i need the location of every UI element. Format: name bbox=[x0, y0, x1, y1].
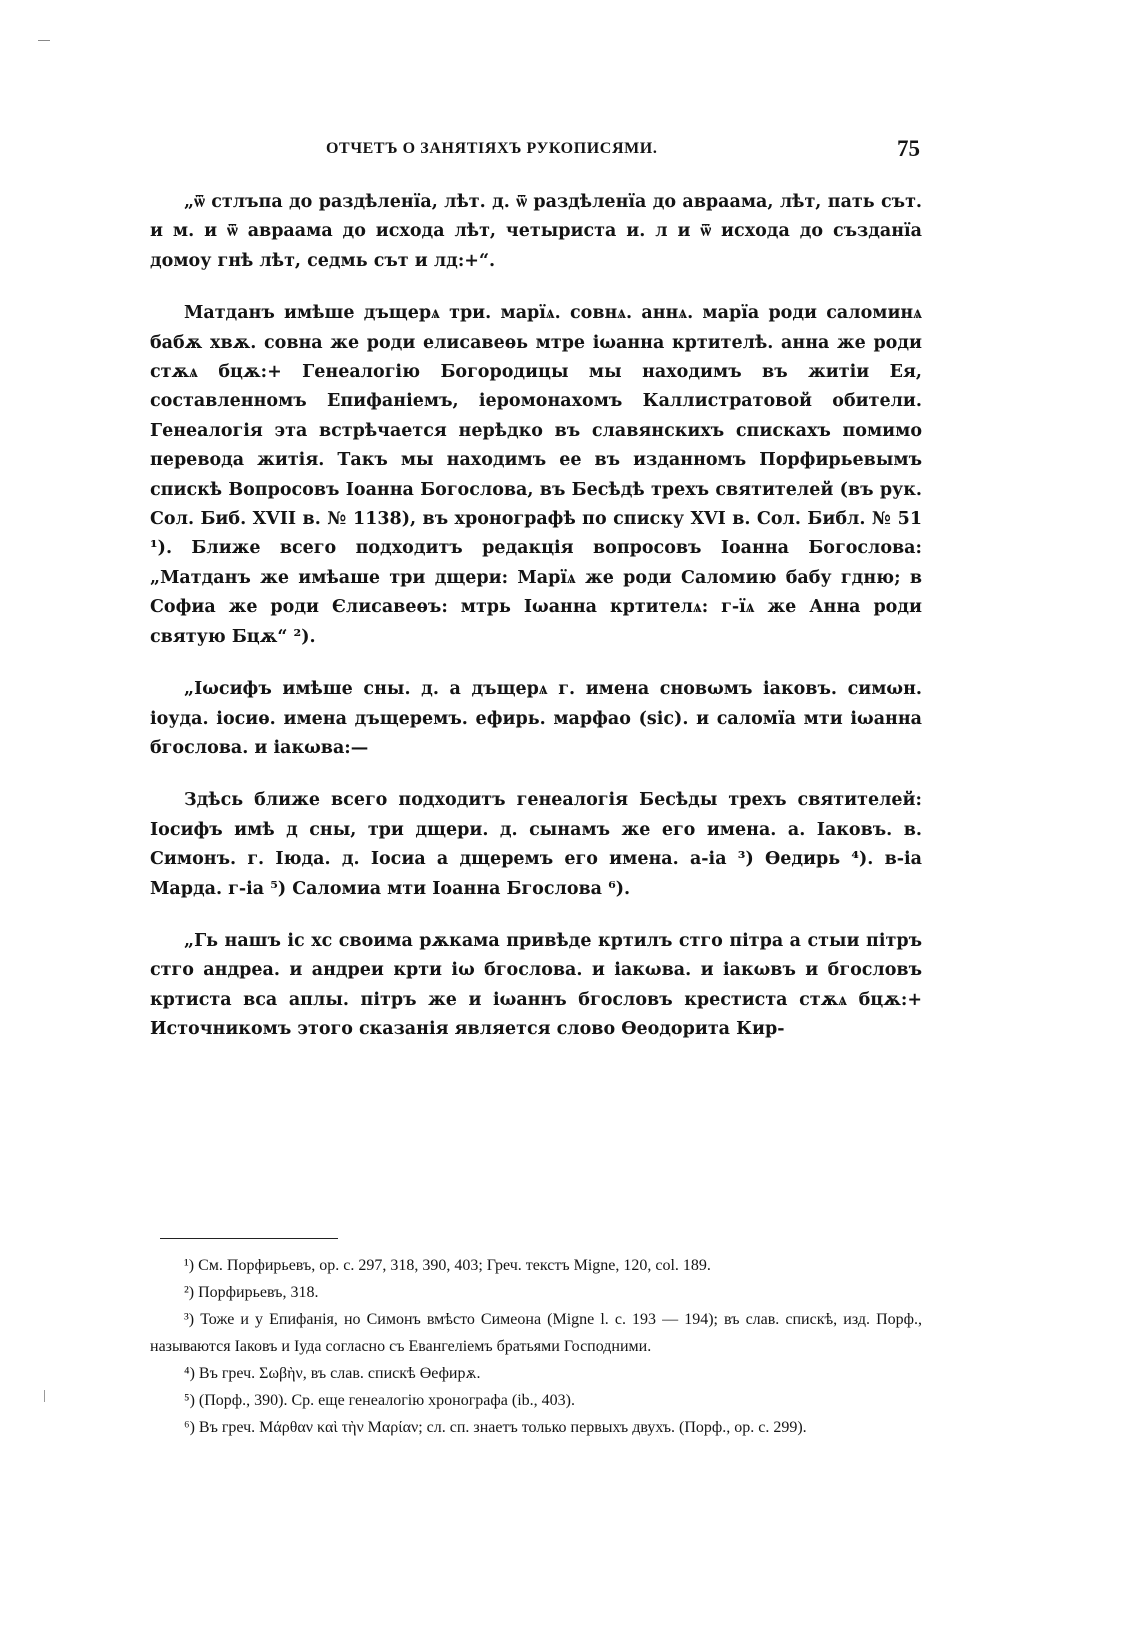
paragraph: „Гь нашъ іс хс своима рѫкама привѣде кртилъ стго пітра а стыи пітръ стго андреа. и андреи крти іω бгослова. и іакωва. и іакωвъ и бгословъ кртиста вса аплы. пітръ же и іωаннъ бгословъ крестиста стѫѧ бцѫ:+ Источникомъ этого сказанія является слово Өеодорита Кир- bbox=[150, 930, 922, 1040]
footnote: ⁴) Въ греч. Σωβὴν, въ слав. спискѣ Өефирѫ. bbox=[184, 1365, 481, 1382]
paragraph: Матданъ имѣше дъщерѧ три. марїѧ. совнѧ. аннѧ. марїа роди саломинѧ бабѫ хвѫ. совна же роди елисавеѳь мтре іωанна кртителѣ. анна же роди стѫѧ бцѫ:+ Генеалогію Богородицы мы находимъ въ житіи Ея, составленномъ Епифаніемъ, іеромонахомъ Каллистратовой обители. Генеалогія эта встрѣчается нерѣдко въ славянскихъ спискахъ помимо перевода житія. Такъ мы находимъ ее въ изданномъ Порфирьевымъ спискѣ Вопросовъ Іоанна Богослова, въ Бесѣдѣ трехъ святителей (въ рук. Сол. Биб. XVII в. № 1138), въ хронографѣ по списку XVI в. Сол. Библ. № 51 ¹). Ближе всего подходитъ редакція вопросовъ Іоанна Богослова: „Матданъ же имѣаше три дщери: Марїѧ же роди Саломию бабу гдню; в Софиа же роди Єлисавеѳъ: мтрь Іωанна кртителѧ: г-їѧ же Анна роди святую Бцѫ“ ²). bbox=[150, 303, 922, 647]
footnote: ⁶) Въ греч. Μάρθαν καὶ τὴν Μαρίαν; сл. сп. знаетъ только первыхъ двухъ. (Порф., op. c. 299). bbox=[184, 1419, 807, 1436]
footnote-divider bbox=[160, 1238, 338, 1239]
page-number: 75 bbox=[897, 136, 920, 161]
scan-mark bbox=[38, 40, 50, 41]
running-title: ОТЧЕТЪ О ЗАНЯТІЯХЪ РУКОПИСЯМИ. bbox=[326, 140, 658, 157]
body-text bbox=[150, 188, 922, 1068]
footnote: ²) Порфирьевъ, 318. bbox=[184, 1284, 319, 1301]
page-header bbox=[150, 136, 920, 166]
paragraph: „ѿ стлъпа до раздѣленїа, лѣт. д. ѿ раздѣленїа до авраама, лѣт, пать сът. и м. и ѿ авраама до исхода лѣт, четыриста и. л и ѿ исхода до създанїа домоу гнѣ лѣт, седмь сът и лд:+“. bbox=[150, 192, 922, 271]
footnotes bbox=[150, 1252, 922, 1441]
paragraph: „Іωсифъ имѣше сны. д. а дъщерѧ г. имена сновωмъ іаковъ. симωн. іоуда. іосиѳ. имена дъщеремъ. ефирь. марфао (sic). и саломїа мти іωанна бгослова. и іакωва:— bbox=[150, 679, 922, 758]
scan-mark bbox=[44, 1390, 45, 1402]
footnote: ³) Тоже и у Епифанія, но Симонъ вмѣсто Симеона (Migne l. c. 193 — 194); въ слав. спискѣ, изд. Порф., называются Іаковъ и Іуда согласно съ Евангеліемъ братьями Господними. bbox=[150, 1311, 922, 1355]
footnote: ¹) См. Порфирьевъ, op. c. 297, 318, 390, 403; Греч. текстъ Migne, 120, col. 189. bbox=[184, 1257, 711, 1274]
paragraph: Здѣсь ближе всего подходитъ генеалогія Бесѣды трехъ святителей: Іосифъ имѣ д сны, три дщери. д. сынамъ же его имена. а. Іаковъ. в. Симонъ. г. Іюда. д. Іосиа а дщеремъ его имена. а-ia ³) Өедирь ⁴). в-ia Марда. г-ia ⁵) Саломиа мти Іоанна Бгослова ⁶). bbox=[150, 790, 922, 899]
footnote: ⁵) (Порф., 390). Ср. еще генеалогію хронографа (ib., 403). bbox=[184, 1392, 575, 1409]
